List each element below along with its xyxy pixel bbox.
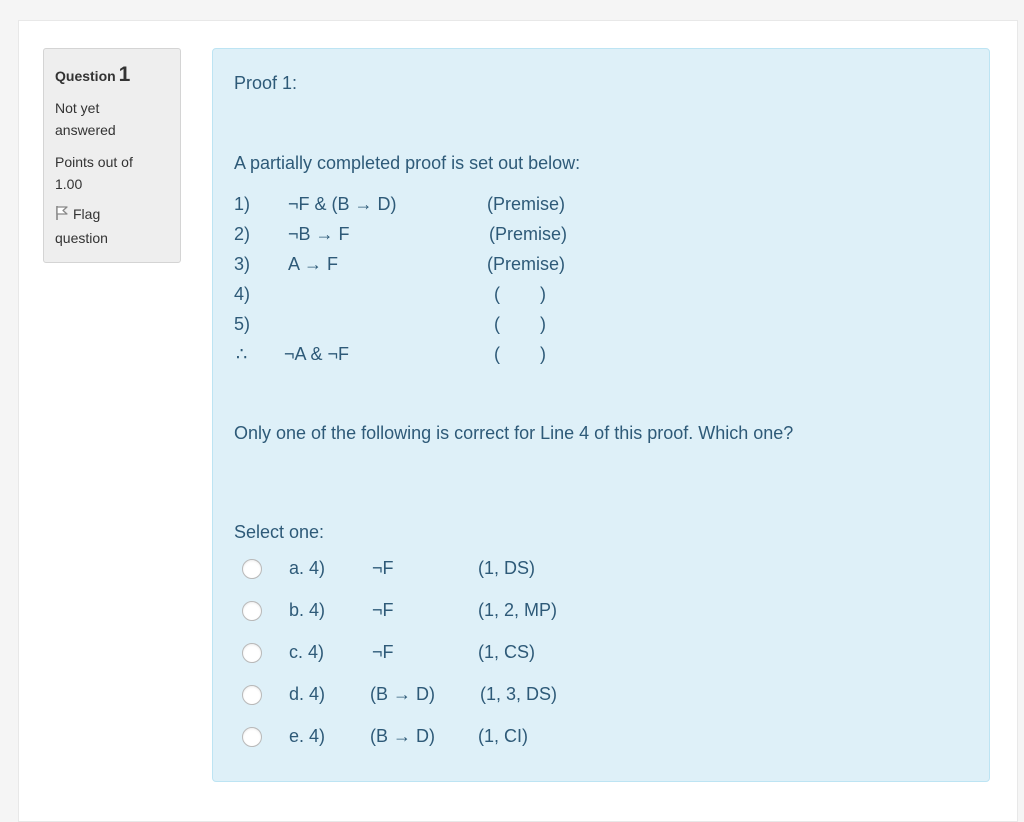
flag-label-line-2: question [55, 230, 108, 246]
flag-label-line-1: Flag [73, 206, 101, 222]
question-grade [55, 151, 170, 195]
proof-line-formula: ¬B → F [288, 224, 350, 244]
question-info-panel [43, 48, 181, 263]
proof-title: Proof 1: [234, 73, 298, 93]
option-label[interactable]: d. 4) [289, 684, 326, 704]
proof-line-formula: ¬F & (B → D) [288, 194, 397, 214]
option-label[interactable]: e. 4) [289, 726, 326, 746]
proof-line-justification: (Premise) [487, 254, 566, 274]
proof-line-justification: ( ) [494, 344, 546, 364]
proof-line-number: 4) [234, 284, 251, 304]
option-justification[interactable]: (1, CS) [478, 642, 536, 662]
proof-line-formula: A → F [288, 254, 339, 274]
option-label[interactable]: c. 4) [289, 642, 325, 662]
option-formula[interactable]: ¬F [372, 600, 394, 620]
proof-line-justification: (Premise) [487, 194, 566, 214]
option-justification[interactable]: (1, 3, DS) [480, 684, 558, 704]
option-justification[interactable]: (1, CI) [478, 726, 529, 746]
flag-question-link[interactable] [55, 203, 170, 249]
question-content [212, 48, 990, 782]
option-label[interactable]: a. 4) [289, 558, 326, 578]
radio-option-e[interactable] [242, 727, 262, 747]
grade-line-1: Points out of [55, 154, 133, 170]
proof-line-justification: ( ) [494, 314, 546, 334]
state-line-2: answered [55, 122, 116, 138]
question-label: Question [55, 68, 116, 84]
question-state [55, 97, 170, 141]
proof-line-justification: ( ) [494, 284, 546, 304]
proof-line-number: 1) [234, 194, 251, 214]
radio-option-b[interactable] [242, 601, 262, 621]
proof-line-number: 2) [234, 224, 251, 244]
proof-line-number: ∴ [236, 344, 248, 364]
option-formula[interactable]: ¬F [372, 642, 394, 662]
proof-line-number: 5) [234, 314, 251, 334]
question-number-heading [55, 63, 170, 87]
flag-icon [55, 205, 69, 227]
proof-intro: A partially completed proof is set out below: [234, 153, 581, 173]
proof-line-number: 3) [234, 254, 251, 274]
radio-option-d[interactable] [242, 685, 262, 705]
grade-line-2: 1.00 [55, 176, 83, 192]
question-number: 1 [118, 63, 131, 86]
question-prompt: Only one of the following is correct for Line 4 of this proof. Which one? [234, 423, 794, 443]
option-justification[interactable]: (1, DS) [478, 558, 536, 578]
option-formula[interactable]: ¬F [372, 558, 394, 578]
radio-option-c[interactable] [242, 643, 262, 663]
proof-line-justification: (Premise) [489, 224, 568, 244]
option-justification[interactable]: (1, 2, MP) [478, 600, 558, 620]
proof-line-formula: ¬A & ¬F [284, 344, 350, 364]
state-line-1: Not yet [55, 100, 100, 116]
radio-option-a[interactable] [242, 559, 262, 579]
option-formula[interactable]: (B → D) [370, 684, 435, 704]
option-formula[interactable]: (B → D) [370, 726, 435, 746]
select-one-label: Select one: [234, 522, 325, 542]
option-label[interactable]: b. 4) [289, 600, 326, 620]
